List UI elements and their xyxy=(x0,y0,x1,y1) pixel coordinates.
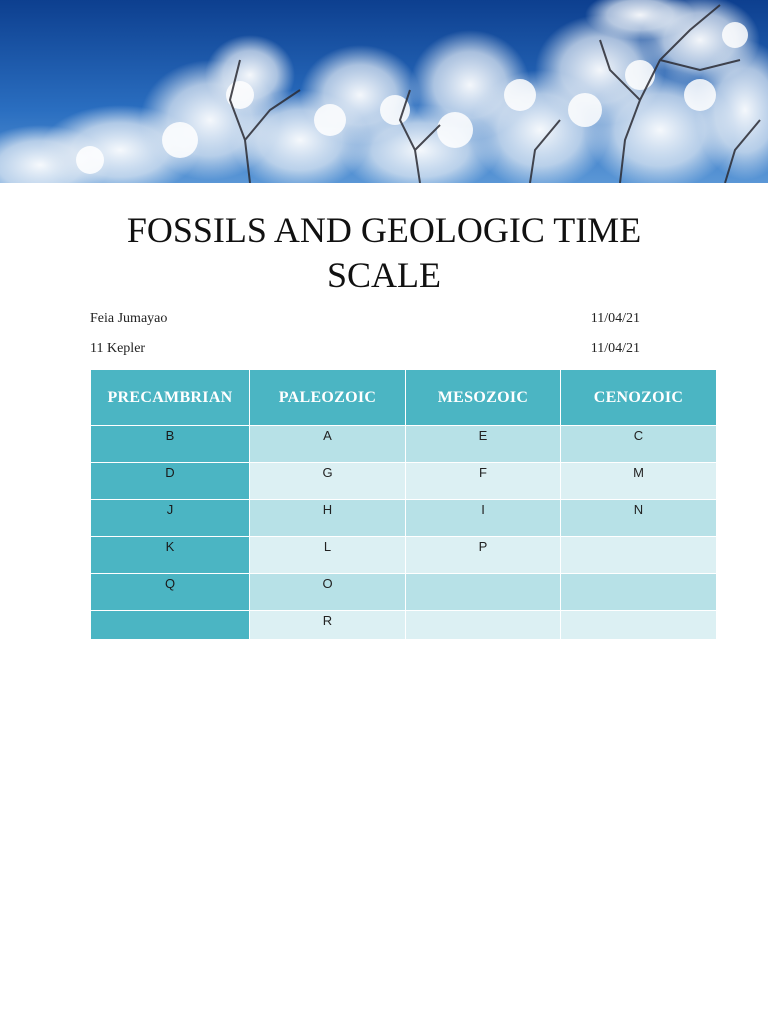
geologic-eras-table xyxy=(90,369,717,640)
table-cell xyxy=(561,611,717,640)
table-cell: E xyxy=(406,426,561,463)
table-cell: H xyxy=(250,500,406,537)
document-title: FOSSILS AND GEOLOGIC TIME SCALE xyxy=(126,210,642,295)
section-row xyxy=(90,341,640,361)
table-cell: O xyxy=(250,574,406,611)
header-precambrian: PRECAMBRIAN xyxy=(91,370,250,426)
author-name: Feia Jumayao xyxy=(90,311,168,326)
section-name: 11 Kepler xyxy=(90,341,146,356)
table-cell: I xyxy=(406,500,561,537)
table-cell: M xyxy=(561,463,717,500)
table-row xyxy=(91,463,717,500)
table-row xyxy=(91,537,717,574)
table-row xyxy=(91,611,717,640)
table-cell xyxy=(406,611,561,640)
table-cell: R xyxy=(250,611,406,640)
table-cell: L xyxy=(250,537,406,574)
table-cell xyxy=(91,611,250,640)
header-cenozoic: CENOZOIC xyxy=(561,370,717,426)
date-field: 11/04/21 xyxy=(590,341,640,356)
date-field: 11/04/21 xyxy=(590,311,640,326)
table-row xyxy=(91,426,717,463)
table-cell: A xyxy=(250,426,406,463)
header-paleozoic: PALEOZOIC xyxy=(250,370,406,426)
table-cell xyxy=(561,574,717,611)
table-cell xyxy=(561,537,717,574)
table-cell xyxy=(406,574,561,611)
header-banner-image xyxy=(0,0,768,183)
table-cell: D xyxy=(91,463,250,500)
table-cell: F xyxy=(406,463,561,500)
author-row xyxy=(90,311,640,331)
table-cell: B xyxy=(91,426,250,463)
header-mesozoic: MESOZOIC xyxy=(406,370,561,426)
table-cell: J xyxy=(91,500,250,537)
table-header-row xyxy=(91,370,717,426)
table-cell: Q xyxy=(91,574,250,611)
table-cell: N xyxy=(561,500,717,537)
table-cell: C xyxy=(561,426,717,463)
table-cell: G xyxy=(250,463,406,500)
table-row xyxy=(91,500,717,537)
table-cell: K xyxy=(91,537,250,574)
table-cell: P xyxy=(406,537,561,574)
table-row xyxy=(91,574,717,611)
